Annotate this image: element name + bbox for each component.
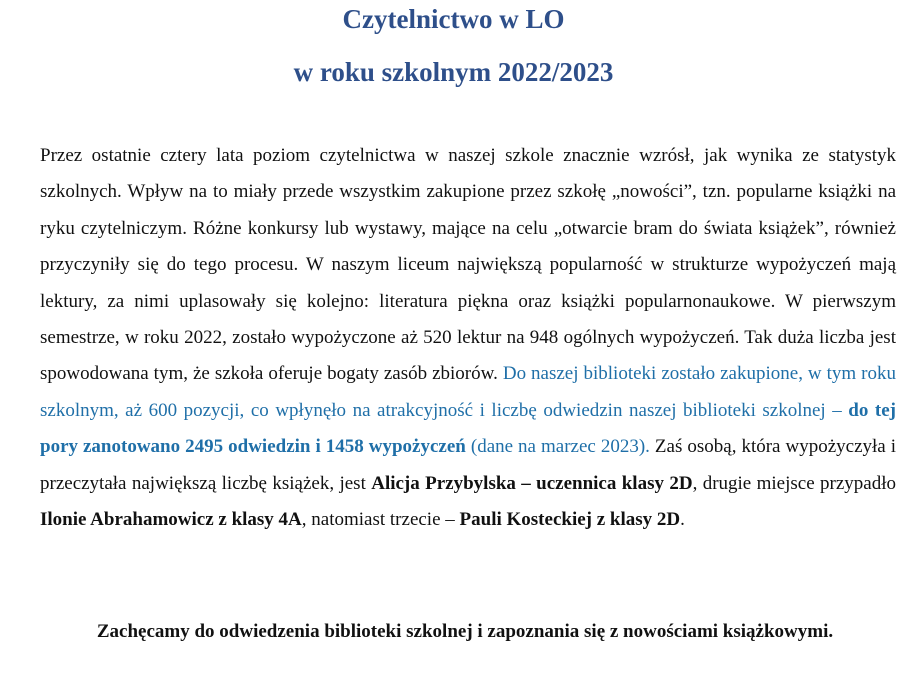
article-text-second-place: Ilonie Abrahamowicz z klasy 4A [40,509,302,531]
article-text-end: . [680,509,685,531]
article-text-third-place: Pauli Kosteckiej z klasy 2D [459,509,681,531]
page-title-line-1: Czytelnictwo w LO [342,4,565,34]
article-text-first-place: Alicja Przybylska – uczennica klasy 2D [371,472,693,494]
closing-invitation: Zachęcamy do odwiedzenia biblioteki szkolnej i zapoznania się z nowościami książkowymi. [96,621,834,642]
article-text-data-date: (dane na marzec 2023). [465,436,650,458]
article-paragraph [40,138,896,538]
article-text-second-intro: , drugie miejsce przypadło [692,472,896,494]
page-title-line-2: w roku szkolnym 2022/2023 [293,57,614,87]
article-text-purchase: Do naszej biblioteki zostało zakupione, w tym roku szkolnym, aż 600 pozycji, co wpłynęło na atrakcyjność i liczbę odwiedzin naszej biblioteki szkolnej – [40,363,896,421]
article-text-top-reader-intro: Zaś osobą, która wypożyczyła i przeczytała największą liczbę książek, jest [40,436,897,494]
article-text-intro: Przez ostatnie cztery lata poziom czytelnictwa w naszej szkole znacznie wzrósł, jak wynika ze statystyk szkolnych. Wpływ na to miały przede wszystkim zakupione przez szkołę „nowości”, tzn. popularne książki na ryku czytelniczym. Różne konkursy lub wystawy, mające na celu „otwarcie bram do świata książek”, również przyczyniły się do tego procesu. W naszym liceum największą popularność w strukturze wypożyczeń mają lektury, za nimi uplasowały się kolejno: literatura piękna oraz książki popularnonaukowe. W pierwszym semestrze, w roku 2022, zostało wypożyczone aż 520 lektur na 948 ogólnych wypożyczeń. Tak duża liczba jest spowodowana tym, że szkoła oferuje bogaty zasób zbiorów. [40,145,896,385]
article-text-visits-stats: do tej pory zanotowano 2495 odwiedzin i 1458 wypożyczeń [40,399,896,458]
article-text-third-intro: , natomiast trzecie – [301,509,460,531]
